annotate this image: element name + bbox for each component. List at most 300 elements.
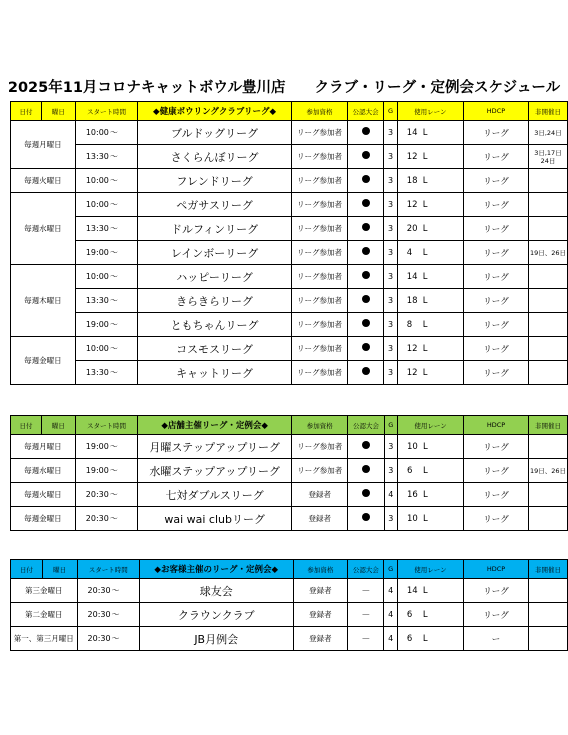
day-cell xyxy=(11,435,76,459)
hdcp: リーグ xyxy=(464,361,529,385)
header-lanes: 使用レーン xyxy=(397,416,463,435)
start-time-cell xyxy=(75,507,137,531)
lanes-cell xyxy=(397,241,463,265)
day-cell xyxy=(11,459,76,483)
start-time-cell xyxy=(75,459,137,483)
eligibility: リーグ参加者 xyxy=(291,217,347,241)
off-days xyxy=(528,169,567,193)
page-title: 2025年11月コロナキャットボウル豊川店 クラブ・リーグ・定例会スケジュール xyxy=(7,80,561,96)
day-label: 毎週金曜日 xyxy=(24,514,62,523)
lanes-cell xyxy=(397,459,463,483)
games-count: 3 xyxy=(384,313,397,337)
header-name: ◆お客様主催のリーグ・定例会◆ xyxy=(139,560,293,579)
hdcp: リーグ xyxy=(464,265,529,289)
eligibility: リーグ参加者 xyxy=(292,435,348,459)
day-label: 第二金曜日 xyxy=(25,610,63,619)
table-header-row xyxy=(11,416,568,435)
table-header-row xyxy=(11,560,568,579)
eligibility: リーグ参加者 xyxy=(291,193,347,217)
league-name: 月曜ステップアップリーグ xyxy=(138,435,292,459)
lane-count: 10 xyxy=(406,513,418,524)
games-count: 4 xyxy=(384,579,397,603)
hdcp: リーグ xyxy=(464,483,529,507)
day-label: 第一、第三月曜日 xyxy=(13,634,74,643)
games-count: 3 xyxy=(384,145,397,169)
games-count: 3 xyxy=(384,241,397,265)
start-time: 20:30 xyxy=(87,634,111,643)
lane-unit: L xyxy=(422,585,428,596)
tilde: ～ xyxy=(109,152,118,161)
off-days xyxy=(528,217,567,241)
official-cell xyxy=(348,507,384,531)
hdcp: リーグ xyxy=(464,579,529,603)
eligibility: 登録者 xyxy=(293,579,348,603)
table-row xyxy=(11,193,568,217)
header-hdcp: HDCP xyxy=(464,102,529,121)
eligibility: 登録者 xyxy=(293,603,348,627)
games-count: 4 xyxy=(384,483,397,507)
league-name: フレンドリーグ xyxy=(138,169,292,193)
games-count: 3 xyxy=(384,459,397,483)
league-name: キャットリーグ xyxy=(138,361,292,385)
tilde: ～ xyxy=(109,224,118,233)
games-count: 3 xyxy=(384,337,397,361)
official-cell xyxy=(348,289,384,313)
hdcp: リーグ xyxy=(464,169,529,193)
lanes-cell xyxy=(397,289,463,313)
day-cell xyxy=(11,121,76,169)
lane-unit: L xyxy=(422,295,428,306)
league-name: レインボーリーグ xyxy=(138,241,292,265)
official-cell xyxy=(348,579,384,603)
off-days xyxy=(528,193,567,217)
off-days xyxy=(528,313,567,337)
lane-unit: L xyxy=(422,633,428,644)
eligibility: 登録者 xyxy=(292,507,348,531)
official-cell xyxy=(348,217,384,241)
hdcp: リーグ xyxy=(464,337,529,361)
table-header-row xyxy=(11,102,568,121)
header-off: 非開催日 xyxy=(528,416,567,435)
lane-unit: L xyxy=(422,151,428,162)
off-days xyxy=(528,627,567,651)
hdcp: リーグ xyxy=(464,313,529,337)
league-name: ブルドッグリーグ xyxy=(138,121,292,145)
eligibility: 登録者 xyxy=(292,483,348,507)
table-row xyxy=(11,603,568,627)
eligibility: リーグ参加者 xyxy=(291,169,347,193)
header-off: 非開催日 xyxy=(528,102,567,121)
hdcp: リーグ xyxy=(464,217,529,241)
lanes-cell xyxy=(397,121,463,145)
start-time: 20:30 xyxy=(87,586,111,595)
header-weekday: 曜日 xyxy=(42,102,76,121)
lanes-cell xyxy=(397,507,463,531)
start-time: 10:00 xyxy=(85,272,109,281)
circle-mark-icon xyxy=(362,489,370,497)
start-time-cell xyxy=(77,579,139,603)
league-name: コスモスリーグ xyxy=(138,337,292,361)
lane-unit: L xyxy=(422,127,428,138)
circle-mark-icon xyxy=(362,441,370,449)
league-name: 球友会 xyxy=(139,579,293,603)
start-time-cell xyxy=(75,337,137,361)
header-eligibility: 参加資格 xyxy=(291,102,347,121)
start-time: 10:00 xyxy=(85,200,109,209)
day-label: 毎週火曜日 xyxy=(24,176,62,185)
tilde: ～ xyxy=(111,610,120,619)
off-days xyxy=(528,265,567,289)
day-label: 毎週火曜日 xyxy=(24,490,62,499)
table-row xyxy=(11,121,568,145)
lane-count: 12 xyxy=(406,199,418,210)
table-row xyxy=(11,361,568,385)
header-lanes: 使用レーン xyxy=(397,102,463,121)
off-days xyxy=(528,579,567,603)
eligibility: リーグ参加者 xyxy=(291,289,347,313)
lane-count: 10 xyxy=(406,441,418,452)
start-time-cell xyxy=(77,603,139,627)
lane-unit: L xyxy=(422,223,428,234)
lanes-cell xyxy=(397,579,463,603)
tilde: ～ xyxy=(109,368,118,377)
lane-count: 14 xyxy=(406,127,418,138)
circle-mark-icon xyxy=(362,127,370,135)
league-name: 七対ダブルスリーグ xyxy=(138,483,292,507)
league-name: ドルフィンリーグ xyxy=(138,217,292,241)
eligibility: リーグ参加者 xyxy=(291,313,347,337)
start-time-cell xyxy=(75,169,137,193)
official-mark: － xyxy=(361,611,371,621)
official-cell xyxy=(348,193,384,217)
hdcp: リーグ xyxy=(464,121,529,145)
start-time-cell xyxy=(75,217,137,241)
lanes-cell xyxy=(397,361,463,385)
league-name: 水曜ステップアップリーグ xyxy=(138,459,292,483)
tilde: ～ xyxy=(111,586,120,595)
day-cell xyxy=(11,603,78,627)
day-cell xyxy=(11,337,76,385)
off-days xyxy=(528,361,567,385)
off-days: 19日、26日 xyxy=(528,241,567,265)
circle-mark-icon xyxy=(362,175,370,183)
lanes-cell xyxy=(397,169,463,193)
lane-count: 20 xyxy=(406,223,418,234)
start-time: 19:00 xyxy=(85,442,109,451)
hdcp: リーグ xyxy=(464,435,529,459)
hdcp: リーグ xyxy=(464,145,529,169)
schedule-table xyxy=(10,101,568,385)
lane-unit: L xyxy=(422,247,428,258)
lane-count: 8 xyxy=(406,319,413,330)
lane-count: 12 xyxy=(406,343,418,354)
official-cell xyxy=(348,337,384,361)
lane-unit: L xyxy=(422,343,428,354)
official-mark: － xyxy=(361,635,371,645)
day-label: 毎週月曜日 xyxy=(24,140,62,149)
lane-count: 4 xyxy=(406,247,413,258)
start-time: 19:00 xyxy=(85,248,109,257)
league-name: ペガサスリーグ xyxy=(138,193,292,217)
league-name: wai wai clubリーグ xyxy=(138,507,292,531)
start-time: 20:30 xyxy=(85,490,109,499)
official-cell xyxy=(348,145,384,169)
hdcp: リーグ xyxy=(464,603,529,627)
table-row xyxy=(11,265,568,289)
official-cell xyxy=(348,603,384,627)
official-cell xyxy=(348,361,384,385)
day-cell xyxy=(11,483,76,507)
table-row xyxy=(11,241,568,265)
day-cell xyxy=(11,265,76,337)
start-time: 13:30 xyxy=(85,224,109,233)
lane-unit: L xyxy=(422,465,428,476)
circle-mark-icon xyxy=(362,247,370,255)
lane-count: 6 xyxy=(406,633,413,644)
official-cell xyxy=(348,265,384,289)
lane-count: 12 xyxy=(406,367,418,378)
tilde: ～ xyxy=(109,442,118,451)
start-time-cell xyxy=(75,145,137,169)
day-cell xyxy=(11,169,76,193)
header-official: 公認大会 xyxy=(348,416,384,435)
lanes-cell xyxy=(397,313,463,337)
games-count: 3 xyxy=(384,265,397,289)
start-time: 19:00 xyxy=(85,466,109,475)
table-row xyxy=(11,289,568,313)
header-start: スタート時間 xyxy=(77,560,139,579)
league-name: ハッピーリーグ xyxy=(138,265,292,289)
circle-mark-icon xyxy=(362,223,370,231)
table-row xyxy=(11,627,568,651)
games-count: 3 xyxy=(384,217,397,241)
start-time-cell xyxy=(75,435,137,459)
hdcp: リーグ xyxy=(464,193,529,217)
league-name: きらきらリーグ xyxy=(138,289,292,313)
table-row xyxy=(11,145,568,169)
games-count: 3 xyxy=(384,507,397,531)
start-time: 10:00 xyxy=(85,176,109,185)
header-lanes: 使用レーン xyxy=(397,560,463,579)
header-g: G xyxy=(384,416,397,435)
lane-count: 6 xyxy=(406,609,413,620)
tilde: ～ xyxy=(109,176,118,185)
lanes-cell xyxy=(397,483,463,507)
lanes-cell xyxy=(397,145,463,169)
lanes-cell xyxy=(397,627,463,651)
lane-count: 14 xyxy=(406,271,418,282)
start-time: 10:00 xyxy=(85,128,109,137)
header-hdcp: HDCP xyxy=(464,416,529,435)
table-row xyxy=(11,459,568,483)
start-time-cell xyxy=(75,265,137,289)
day-cell xyxy=(11,579,78,603)
lane-unit: L xyxy=(422,609,428,620)
games-count: 3 xyxy=(384,289,397,313)
day-cell xyxy=(11,627,78,651)
tilde: ～ xyxy=(109,296,118,305)
official-cell xyxy=(348,121,384,145)
hdcp: ー xyxy=(464,627,529,651)
start-time: 13:30 xyxy=(85,152,109,161)
day-label: 毎週月曜日 xyxy=(24,442,62,451)
lanes-cell xyxy=(397,265,463,289)
games-count: 3 xyxy=(384,169,397,193)
header-name: ◆店舗主催リーグ・定例会◆ xyxy=(138,416,292,435)
lanes-cell xyxy=(397,435,463,459)
day-label: 毎週水曜日 xyxy=(24,224,62,233)
lane-count: 18 xyxy=(406,295,418,306)
table-row xyxy=(11,169,568,193)
eligibility: リーグ参加者 xyxy=(292,459,348,483)
off-days xyxy=(528,483,567,507)
eligibility: リーグ参加者 xyxy=(291,145,347,169)
start-time-cell xyxy=(75,241,137,265)
official-cell xyxy=(348,627,384,651)
league-name: さくらんぼリーグ xyxy=(138,145,292,169)
eligibility: リーグ参加者 xyxy=(291,337,347,361)
official-cell xyxy=(348,483,384,507)
league-name: JB月例会 xyxy=(139,627,293,651)
lane-unit: L xyxy=(422,513,428,524)
tilde: ～ xyxy=(109,200,118,209)
tilde: ～ xyxy=(109,128,118,137)
tilde: ～ xyxy=(109,490,118,499)
header-eligibility: 参加資格 xyxy=(292,416,348,435)
table-row xyxy=(11,507,568,531)
schedule-table xyxy=(10,415,568,531)
header-official: 公認大会 xyxy=(348,560,384,579)
tilde: ～ xyxy=(109,248,118,257)
hdcp: リーグ xyxy=(464,289,529,313)
day-label: 毎週木曜日 xyxy=(24,296,62,305)
header-off: 非開催日 xyxy=(528,560,567,579)
day-cell xyxy=(11,507,76,531)
tilde: ～ xyxy=(109,272,118,281)
lane-unit: L xyxy=(422,441,428,452)
start-time: 13:30 xyxy=(85,296,109,305)
off-days xyxy=(528,435,567,459)
header-eligibility: 参加資格 xyxy=(293,560,348,579)
lane-unit: L xyxy=(422,199,428,210)
eligibility: リーグ参加者 xyxy=(291,241,347,265)
start-time-cell xyxy=(75,361,137,385)
official-cell xyxy=(348,241,384,265)
eligibility: リーグ参加者 xyxy=(291,265,347,289)
lane-count: 18 xyxy=(406,175,418,186)
table-row xyxy=(11,313,568,337)
header-start: スタート時間 xyxy=(75,416,137,435)
table-row xyxy=(11,579,568,603)
circle-mark-icon xyxy=(362,271,370,279)
league-name: ともちゃんリーグ xyxy=(138,313,292,337)
lane-unit: L xyxy=(422,271,428,282)
lane-count: 6 xyxy=(406,465,413,476)
tilde: ～ xyxy=(109,514,118,523)
games-count: 4 xyxy=(384,627,397,651)
header-weekday: 曜日 xyxy=(41,416,75,435)
table-row xyxy=(11,217,568,241)
official-cell xyxy=(348,169,384,193)
start-time-cell xyxy=(75,193,137,217)
eligibility: リーグ参加者 xyxy=(291,121,347,145)
hdcp: リーグ xyxy=(464,507,529,531)
circle-mark-icon xyxy=(362,295,370,303)
header-date: 日付 xyxy=(11,102,42,121)
day-label: 第三金曜日 xyxy=(25,586,63,595)
lane-unit: L xyxy=(422,319,428,330)
start-time: 20:30 xyxy=(85,514,109,523)
games-count: 3 xyxy=(384,435,397,459)
off-days: 3日,24日 xyxy=(528,121,567,145)
start-time: 19:00 xyxy=(85,320,109,329)
hdcp: リーグ xyxy=(464,241,529,265)
header-official: 公認大会 xyxy=(348,102,384,121)
tilde: ～ xyxy=(109,344,118,353)
table-row xyxy=(11,483,568,507)
lane-count: 16 xyxy=(406,489,418,500)
schedule-table xyxy=(10,559,568,651)
start-time-cell xyxy=(77,627,139,651)
circle-mark-icon xyxy=(362,151,370,159)
header-g: G xyxy=(384,560,397,579)
start-time: 20:30 xyxy=(87,610,111,619)
official-cell xyxy=(348,313,384,337)
start-time-cell xyxy=(75,483,137,507)
lanes-cell xyxy=(397,603,463,627)
start-time: 13:30 xyxy=(85,368,109,377)
lanes-cell xyxy=(397,193,463,217)
eligibility: 登録者 xyxy=(293,627,348,651)
header-hdcp: HDCP xyxy=(464,560,529,579)
start-time-cell xyxy=(75,121,137,145)
circle-mark-icon xyxy=(362,465,370,473)
header-name: ◆健康ボウリングクラブリーグ◆ xyxy=(138,102,292,121)
lanes-cell xyxy=(397,337,463,361)
circle-mark-icon xyxy=(362,343,370,351)
table-row xyxy=(11,435,568,459)
day-cell xyxy=(11,193,76,265)
tilde: ～ xyxy=(111,634,120,643)
header-start: スタート時間 xyxy=(75,102,137,121)
header-g: G xyxy=(384,102,397,121)
league-name: クラウンクラブ xyxy=(139,603,293,627)
off-days xyxy=(528,337,567,361)
header-date: 日付 xyxy=(11,416,42,435)
table-row xyxy=(11,337,568,361)
official-cell xyxy=(348,435,384,459)
off-days: 19日、26日 xyxy=(528,459,567,483)
official-mark: － xyxy=(361,587,371,597)
header-weekday: 曜日 xyxy=(42,560,77,579)
hdcp: リーグ xyxy=(464,459,529,483)
start-time-cell xyxy=(75,289,137,313)
lanes-cell xyxy=(397,217,463,241)
off-days: 3日,17日 24日 xyxy=(528,145,567,169)
circle-mark-icon xyxy=(362,319,370,327)
off-days xyxy=(528,289,567,313)
lane-unit: L xyxy=(422,367,428,378)
header-date: 日付 xyxy=(11,560,43,579)
eligibility: リーグ参加者 xyxy=(291,361,347,385)
off-days xyxy=(528,603,567,627)
games-count: 3 xyxy=(384,361,397,385)
lane-unit: L xyxy=(422,489,428,500)
circle-mark-icon xyxy=(362,513,370,521)
official-cell xyxy=(348,459,384,483)
off-days xyxy=(528,507,567,531)
start-time-cell xyxy=(75,313,137,337)
